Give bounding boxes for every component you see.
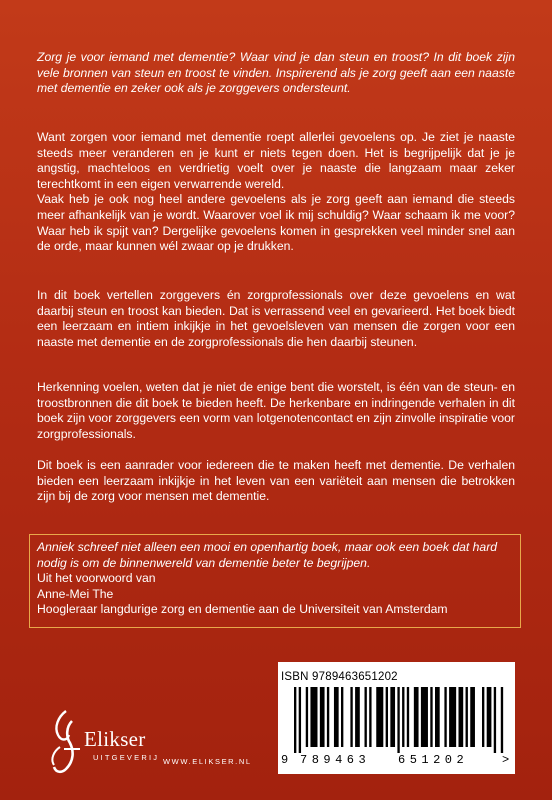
barcode-bar — [482, 687, 484, 747]
barcode-bar — [487, 687, 492, 747]
barcode-bar — [414, 687, 419, 747]
barcode-bar — [294, 687, 296, 753]
quote-text: Anniek schreef niet alleen een mooi en openhartig boek, maar ook een boek dat hard nodig is om de binnenwereld van dementie beter te begrijpen. — [37, 540, 498, 570]
body-paragraph-2 — [37, 130, 515, 255]
barcode-bar — [494, 687, 496, 753]
barcode-arrow: > — [502, 753, 510, 767]
barcode-bar — [435, 687, 440, 747]
publisher-name: Elikser — [84, 727, 146, 751]
intro-paragraph — [37, 50, 515, 97]
paragraph-2a: Want zorgen voor iemand met dementie roept allerlei gevoelens op. Je ziet je naaste steeds meer veranderen en je kunt er niets tegen doen. Het is begrijpelijk dat je je angstig, machteloos en verdrietig voelt over je naaste die langzaam maar zeker terechtkomt in een eigen verwarrende wereld. — [37, 130, 515, 191]
barcode-bar — [449, 687, 456, 747]
paragraph-2b: Vaak heb je ook nog heel andere gevoelens als je zorg geeft aan iemand die steeds meer afhankelijk van je wordt. Waarover voel ik mij schuldig? Waar schaam ik me voor? Waar heb ik spijt van? Dergelijke gevoelens komen in gesprekken veel minder snel aan de orde, maar kunnen wél zwaar op je drukken. — [37, 192, 515, 254]
body-paragraph-3 — [37, 288, 515, 350]
barcode-bar — [421, 687, 428, 747]
quote-source: Uit het voorwoord van — [37, 571, 156, 586]
barcode-bar — [320, 687, 325, 747]
barcode — [278, 662, 515, 774]
quote-box — [29, 534, 521, 628]
barcode-bar — [470, 687, 475, 747]
barcode-bar — [355, 687, 360, 747]
barcode-bar — [430, 687, 432, 747]
barcode-bar — [350, 687, 352, 747]
barcode-bar — [310, 687, 317, 747]
barcode-bar — [407, 687, 409, 747]
barcode-bar — [501, 687, 503, 753]
barcode-digits-left: 789463 — [300, 753, 371, 767]
publisher-subtitle: UITGEVERIJ — [93, 753, 160, 762]
paragraph-3: In dit boek vertellen zorggevers én zorgprofessionals over deze gevoelens en wat daarbij steun en troost kan bieden. Dat is verrassend veel en gevarieerd. Het boek biedt een leerzaam en intiem inkijkje in het gevoelsleven van mensen die zorgen voor een naaste met dementie en de zorgprofessionals die hen daarbij steunen. — [37, 288, 515, 349]
barcode-bar — [334, 687, 339, 747]
barcode-bar — [327, 687, 329, 747]
publisher-url[interactable]: WWW.ELIKSER.NL — [163, 757, 252, 766]
quote-author: Anne-Mei The — [37, 586, 114, 601]
barcode-bar — [306, 687, 308, 747]
barcode-bar — [365, 687, 367, 747]
barcode-bar — [459, 687, 464, 747]
body-paragraph-4 — [37, 380, 515, 442]
isbn-label: ISBN 9789463651202 — [281, 671, 398, 683]
barcode-bar — [341, 687, 343, 747]
barcode-bar — [402, 687, 404, 747]
intro-text: Zorg je voor iemand met dementie? Waar vind je dan steun en troost? In dit boek zijn vele bronnen van steun en troost te vinden. Inspirerend als je zorg geeft aan een naaste met dementie en zeker ook als je zorggevers ondersteunt. — [37, 50, 515, 96]
barcode-bars — [290, 687, 504, 753]
barcode-bar — [369, 687, 371, 747]
barcode-bar — [376, 687, 383, 747]
barcode-bar — [466, 687, 468, 747]
barcode-bar — [386, 687, 388, 747]
body-paragraph-5 — [37, 458, 515, 505]
paragraph-5: Dit boek is een aanrader voor iedereen die te maken heeft met dementie. De verhalen bieden een leerzaam inkijkje in het leven van een variëteit aan mensen die betrokken zijn bij de zorg voor mensen met dementie. — [37, 458, 515, 504]
barcode-digit-first: 9 — [281, 753, 289, 767]
barcode-digits-right: 651202 — [398, 753, 469, 767]
barcode-bar — [299, 687, 301, 753]
quote-author-title: Hoogleraar langdurige zorg en dementie aan de Universiteit van Amsterdam — [37, 602, 448, 617]
barcode-bar — [444, 687, 446, 747]
paragraph-4: Herkenning voelen, weten dat je niet de enige bent die worstelt, is één van de steun- en troostbronnen die dit boek te bieden heeft. De herkenbare en indringende verhalen in dit boek zijn voor zorggevers een vorm van lotgenotencontact en zijn zinvolle inspiratie voor zorgprofessionals. — [37, 380, 515, 441]
barcode-bar — [390, 687, 395, 747]
barcode-bar — [397, 687, 399, 753]
